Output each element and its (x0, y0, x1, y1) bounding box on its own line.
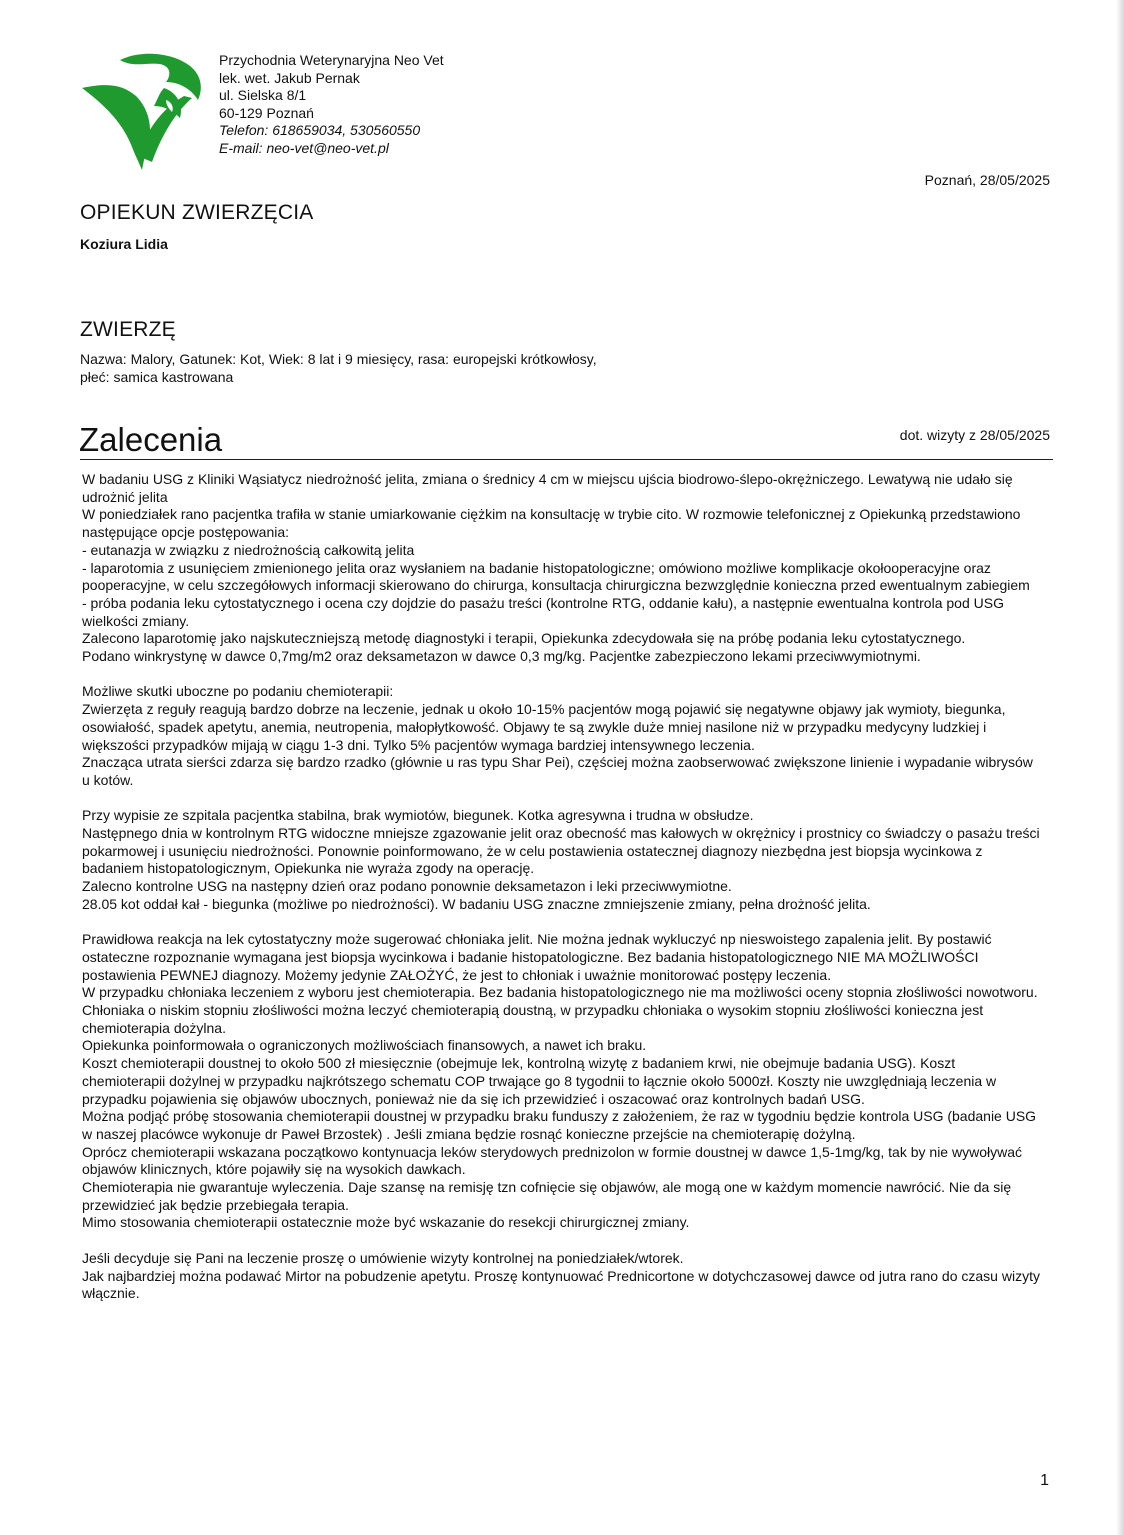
body-paragraph: Jak najbardziej można podawać Mirtor na pobudzenie apetytu. Proszę kontynuować Prednicortone w dotychczasowej dawce od jutra rano do czasu wizyty włącznie. (82, 1267, 1040, 1302)
clinic-phone: Telefon: 618659034, 530560550 (219, 122, 421, 138)
recommendations-title: Zalecenia (79, 421, 223, 458)
paragraph-gap (82, 790, 1042, 808)
page-number: 1 (1040, 1472, 1049, 1489)
title-divider (80, 459, 1053, 460)
clinic-doctor: lek. wet. Jakub Pernak (219, 69, 360, 86)
clinic-logo (80, 52, 210, 170)
body-paragraph: Koszt chemioterapii doustnej to około 500 zł miesięcznie (obejmuje lek, kontrolną wizytę z badaniem krwi, nie obejmuje badania USG). Koszt chemioterapii dożylnej w przypadku najkrótszego schematu COP trwające go 8 tygodnii to łącznie około 5000zł. Koszty nie uwzględniają leczenia w przypadku pojawienia się objawów ubocznych, ponieważ nie da się ich przewidzieć i oszacować oraz kontrolnych badań USG. (82, 1055, 997, 1107)
clinic-email: E-mail: neo-vet@neo-vet.pl (219, 139, 389, 156)
paragraph-gap (82, 914, 1042, 932)
body-paragraph: Opiekunka poinformowała o ograniczonych możliwościach finansowych, a nawet ich braku. (82, 1037, 647, 1054)
body-paragraph: Następnego dnia w kontrolnym RTG widoczne mniejsze zgazowanie jelit oraz obecność mas kałowych w okrężnicy i prostnicy co świadczy o pasażu treści pokarmowej i usunięciu niedrożności. Ponownie poinformowano, że w celu postawienia ostatecznej diagnozy niezbędna jest biopsja wycinkowa z badaniem histopatologicznym, Opiekunka nie wyraża zgody na operację. (82, 825, 1040, 877)
body-paragraph: Przy wypisie ze szpitala pacjentka stabilna, brak wymiotów, biegunek. Kotka agresywna i trudna w obsłudze. (82, 807, 754, 824)
animal-line-1: Nazwa: Malory, Gatunek: Kot, Wiek: 8 lat i 9 miesięcy, rasa: europejski krótkowłosy, (80, 351, 597, 367)
body-paragraph: Można podjąć próbę stosowania chemioterapii doustnej w przypadku braku funduszy z założeniem, że raz w tygodniu będzie kontrola USG (badanie USG w naszej placówce wykonuje dr Paweł Brzostek) . Jeśli zmiana będzie rosnąć konieczne przejście na chemioterapię dożylną. (82, 1108, 1037, 1142)
body-paragraph: Zwierzęta z reguły reagują bardzo dobrze na leczenie, jednak u około 10-15% pacjentów mogą pojawić się negatywne objawy jak wymioty, biegunka, osowiałość, spadek apetytu, anemia, neutropenia, małopłytkowość. Objawy te są zwykle duże mniej nasilone niż w przypadku medycyny ludzkiej i większości przypadków mijają w ciągu 1-3 dni. Tylko 5% pacjentów wymaga bardziej intensywnego leczenia. (82, 701, 1006, 753)
animal-heading: ZWIERZĘ (80, 318, 176, 341)
body-paragraph: W poniedziałek rano pacjentka trafiła w stanie umiarkowanie ciężkim na konsultację w trybie cito. W rozmowie telefonicznej z Opiekunką przedstawiono następujące opcje postępowania: (82, 506, 1021, 541)
body-paragraph: Prawidłowa reakcja na lek cytostatyczny może sugerować chłoniaka jelit. Nie można jednak wykluczyć np nieswoistego zapalenia jelit. By postawić ostateczne rozpoznanie wymagana jest biopsja wycinkowa i badanie histopatologiczne. Bez badania histopatologicznego NIE MA MOŻLIWOŚCI postawienia PEWNEJ diagnozy. Możemy jedynie ZAŁOŻYĆ, że jest to chłoniak i uważnie monitorować postępy leczenia. (82, 931, 992, 983)
clinic-city: 60-129 Poznań (219, 104, 314, 121)
body-paragraph: - eutanazja w związku z niedrożnością całkowitą jelita (82, 541, 415, 558)
animal-line-2: płeć: samica kastrowana (80, 369, 234, 385)
page-edge-shadow (1116, 0, 1124, 1535)
body-paragraph: - laparotomia z usunięciem zmienionego jelita oraz wysłaniem na badanie histopatologiczne; omówiono możliwe komplikacje okołooperacyjne oraz pooperacyjne, w celu szczegółowych informacji skierowano do chirurga, konsultacja chirurgiczna bezwzględnie konieczna przed ewentualnym zabiegiem (82, 559, 1030, 594)
animal-description (80, 350, 680, 386)
document-date: Poznań, 28/05/2025 (924, 172, 1050, 188)
paragraph-gap (82, 666, 1042, 684)
body-paragraph: Zalecono laparotomię jako najskuteczniejszą metodę diagnostyki i terapii, Opiekunka zdecydowała się na próbę podania leku cytostatycznego. (82, 630, 966, 647)
body-paragraph: Mimo stosowania chemioterapii ostatecznie może być wskazanie do resekcji chirurgicznej zmiany. (82, 1214, 690, 1231)
body-paragraph: Chemioterapia nie gwarantuje wyleczenia. Daje szansę na remisję tzn cofnięcie się objawów, ale mogą one w każdym momencie nawrócić. Nie da się przewidzieć jak będzie przebiegała terapia. (82, 1179, 1012, 1213)
paragraph-gap (82, 1232, 1042, 1250)
body-paragraph: 28.05 kot oddał kał - biegunka (możliwe po niedrożności). W badaniu USG znaczne zmniejszenie zmiany, pełna drożność jelita. (82, 895, 871, 912)
owner-name: Koziura Lidia (80, 236, 168, 252)
body-paragraph: Jeśli decyduje się Pani na leczenie proszę o umówienie wizyty kontrolnej na poniedziałek/wtorek. (82, 1249, 684, 1266)
clinic-name: Przychodnia Weterynaryjna Neo Vet (219, 52, 444, 68)
visit-reference: dot. wizyty z 28/05/2025 (899, 427, 1050, 443)
body-paragraph: Zalecno kontrolne USG na następny dzień oraz podano ponownie deksametazon i leki przeciwwymiotne. (82, 878, 732, 895)
body-paragraph: - próba podania leku cytostatycznego i ocena czy dojdzie do pasażu treści (kontrolne RTG, oddanie kału), a następnie ewentualna kontrola pod USG wielkości zmiany. (82, 594, 1004, 629)
owner-heading: OPIEKUN ZWIERZĘCIA (80, 201, 314, 224)
body-paragraph: Oprócz chemioterapii wskazana początkowo kontynuacja leków sterydowych prednizolon w formie doustnej w dawce 1,5-1mg/kg, tak by nie wywoływać objawów klinicznych, które pojawiły się na wysokich dawkach. (82, 1143, 1022, 1178)
body-paragraph: Znacząca utrata sierści zdarza się bardzo rzadko (głównie u ras typu Shar Pei), częściej można zaobserwować zwiększone linienie i wypadanie wibrysów u kotów. (82, 754, 1033, 788)
body-paragraph: Podano winkrystynę w dawce 0,7mg/m2 oraz deksametazon w dawce 0,3 mg/kg. Pacjentke zabezpieczono lekami przeciwwymiotnymi. (82, 648, 921, 665)
clinic-street: ul. Sielska 8/1 (219, 87, 307, 103)
recommendations-body (82, 471, 1042, 1303)
body-paragraph: W przypadku chłoniaka leczeniem z wyboru jest chemioterapia. Bez badania histopatologicznego nie ma możliwości oceny stopnia złośliwości nowotworu. Chłoniaka o niskim stopniu złośliwości można leczyć chemioterapią doustną, w przypadku chłoniaka o wysokim stopniu złośliwości konieczna jest chemioterapia dożylna. (82, 984, 1038, 1036)
clinic-header (219, 52, 444, 157)
body-paragraph: Możliwe skutki uboczne po podaniu chemioterapii: (82, 683, 394, 700)
body-paragraph: W badaniu USG z Kliniki Wąsiatycz niedrożność jelita, zmiana o średnicy 4 cm w miejscu ujścia biodrowo-ślepo-okrężniczego. Lewatywą nie udało się udrożnić jelita (82, 471, 1013, 505)
